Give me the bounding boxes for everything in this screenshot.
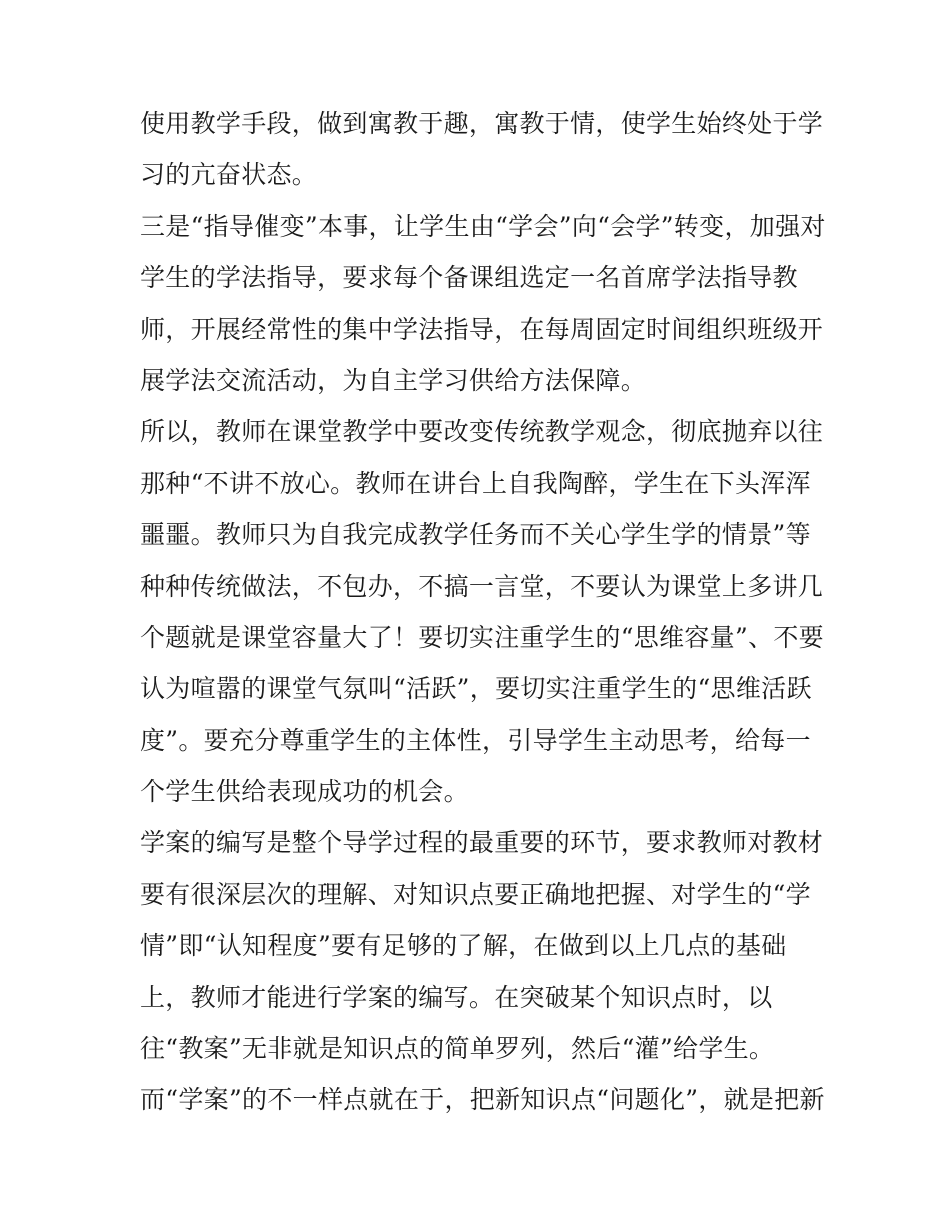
text-line: 学案的编写是整个导学过程的最重要的环节，要求教师对教材	[140, 828, 824, 858]
text-line: 度”。要充分尊重学生的主体性，引导学生主动思考，给每一	[140, 725, 811, 755]
text-line: 种种传统做法，不包办，不搞一言堂，不要认为课堂上多讲几	[140, 571, 824, 601]
text-line: 要有很深层次的理解、对知识点要正确地把握、对学生的“学	[140, 879, 811, 909]
text-line: 往“教案”无非就是知识点的简单罗列，然后“灌”给学生。	[140, 1034, 775, 1064]
text-line: 个学生供给表现成功的机会。	[140, 777, 469, 807]
text-line: 学生的学法指导，要求每个备课组选定一名首席学法指导教	[140, 263, 798, 293]
text-line: 情”即“认知程度”要有足够的了解，在做到以上几点的基础	[140, 931, 787, 961]
text-line: 噩噩。教师只为自我完成教学任务而不关心学生学的情景”等	[140, 520, 811, 550]
text-line: 个题就是课堂容量大了！要切实注重学生的“思维容量”、不要	[140, 622, 824, 652]
text-line: 上，教师才能进行学案的编写。在突破某个知识点时，以	[140, 982, 773, 1012]
text-line: 展学法交流活动，为自主学习供给方法保障。	[140, 365, 647, 395]
text-line: 使用教学手段，做到寓教于趣，寓教于情，使学生始终处于学	[140, 109, 824, 138]
body-text	[140, 98, 826, 1126]
text-line: 所以，教师在课堂教学中要改变传统教学观念，彻底抛弃以往	[140, 417, 824, 447]
text-line: 三是“指导催变”本事，让学生由“学会”向“会学”转变，加强对	[140, 211, 826, 241]
text-line: 而“学案”的不一样点就在于，把新知识点“问题化”，就是把新	[140, 1085, 825, 1115]
text-line: 习的亢奋状态。	[140, 160, 318, 190]
text-line: 那种“不讲不放心。教师在讲台上自我陶醉，学生在下头浑浑	[140, 468, 811, 498]
text-line: 师，开展经常性的集中学法指导，在每周固定时间组织班级开	[140, 314, 824, 344]
text-line: 认为喧嚣的课堂气氛叫“活跃”，要切实注重学生的“思维活跃	[140, 674, 812, 704]
